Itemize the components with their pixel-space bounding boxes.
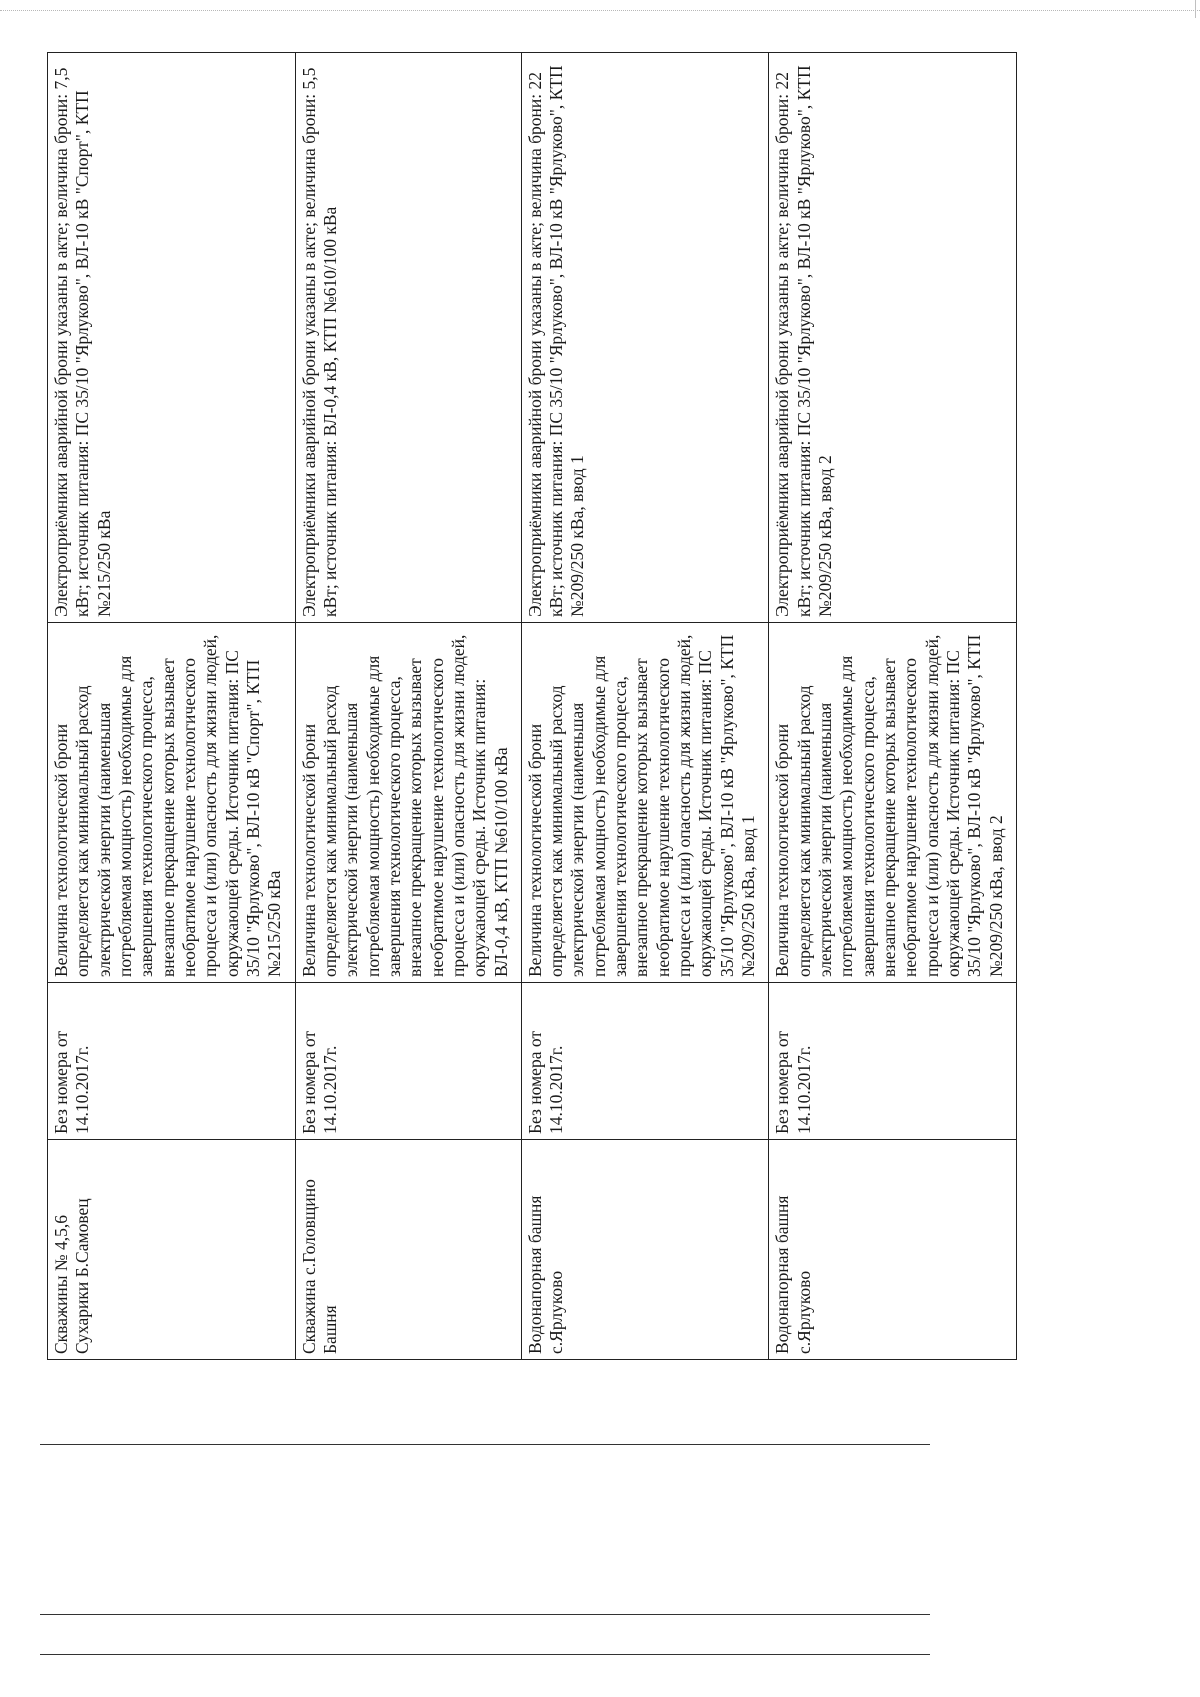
cell-document: Без номера от 14.10.2017г. (48, 983, 296, 1140)
cell-emergency-bron: Электроприёмники аварийной брони указаны в акте; величина брони: 22 кВт; источник питания: ПС 35/10 "Ярлуково", ВЛ-10 кВ "Ярлуково", КТП №209/250 кВа, ввод 1 (521, 53, 769, 623)
rotated-table-container (47, 53, 1017, 1360)
cell-tech-bron: Величина технологической брони определяется как минимальный расход электрической энергии (наименьшая потребляемая мощность) необходимые для завершения технологического процесса, внезапное прекращение которых вызывает необратимое нарушение технологического процесса и (или) опасность для жизни людей, окружающей среды. Источник питания: ПС 35/10 "Ярлуково", ВЛ-10 кВ "Ярлуково", КТП №209/250 кВа, ввод 1 (521, 623, 769, 983)
cell-document: Без номера от 14.10.2017г. (521, 983, 769, 1140)
cell-tech-bron: Величина технологической брони определяется как минимальный расход электрической энергии (наименьшая потребляемая мощность) необходимые для завершения технологического процесса, внезапное прекращение которых вызывает необратимое нарушение технологического процесса и (или) опасность для жизни людей, окружающей среды. Источник питания: ВЛ-0,4 кВ, КТП №610/100 кВа (295, 623, 521, 983)
rotated-table-inner (47, 53, 1017, 1360)
scan-top-edge (0, 10, 1200, 11)
cell-emergency-bron: Электроприёмники аварийной брони указаны в акте; величина брони: 5,5 кВт; источник питания: ВЛ-0,4 кВ, КТП №610/100 кВа (295, 53, 521, 623)
signature-line-2 (40, 1614, 930, 1615)
cell-document: Без номера от 14.10.2017г. (295, 983, 521, 1140)
table-row (48, 53, 296, 1360)
scan-corner-mark (1195, 0, 1196, 18)
table-row (521, 53, 769, 1360)
bron-table (47, 52, 1017, 1360)
cell-object: Водонапорная башня с.Ярлуково (521, 1140, 769, 1360)
signature-line-1 (40, 1444, 930, 1445)
cell-tech-bron: Величина технологической брони определяется как минимальный расход электрической энергии (наименьшая потребляемая мощность) необходимые для завершения технологического процесса, внезапное прекращение которых вызывает необратимое нарушение технологического процесса и (или) опасность для жизни людей, окружающей среды. Источник питания: ПС 35/10 "Ярлуково", ВЛ-10 кВ "Ярлуково", КТП №209/250 кВа, ввод 2 (769, 623, 1017, 983)
cell-tech-bron: Величина технологической брони определяется как минимальный расход электрической энергии (наименьшая потребляемая мощность) необходимые для завершения технологического процесса, внезапное прекращение которых вызывает необратимое нарушение технологического процесса и (или) опасность для жизни людей, окружающей среды. Источник питания: ПС 35/10 "Ярлуково", ВЛ-10 кВ "Спорт", КТП №215/250 кВа (48, 623, 296, 983)
cell-object: Скважины № 4,5,6 Сухарики Б.Самовец (48, 1140, 296, 1360)
cell-emergency-bron: Электроприёмники аварийной брони указаны в акте; величина брони: 7,5 кВт; источник питания: ПС 35/10 "Ярлуково", ВЛ-10 кВ "Спорт", КТП №215/250 кВа (48, 53, 296, 623)
cell-object: Водонапорная башня с.Ярлуково (769, 1140, 1017, 1360)
table-row (769, 53, 1017, 1360)
signature-line-3 (40, 1654, 930, 1655)
cell-document: Без номера от 14.10.2017г. (769, 983, 1017, 1140)
cell-emergency-bron: Электроприёмники аварийной брони указаны в акте; величина брони: 22 кВт; источник питания: ПС 35/10 "Ярлуково", ВЛ-10 кВ "Ярлуково", КТП №209/250 кВа, ввод 2 (769, 53, 1017, 623)
cell-object: Скважина с.Головщино Башня (295, 1140, 521, 1360)
table-row (295, 53, 521, 1360)
